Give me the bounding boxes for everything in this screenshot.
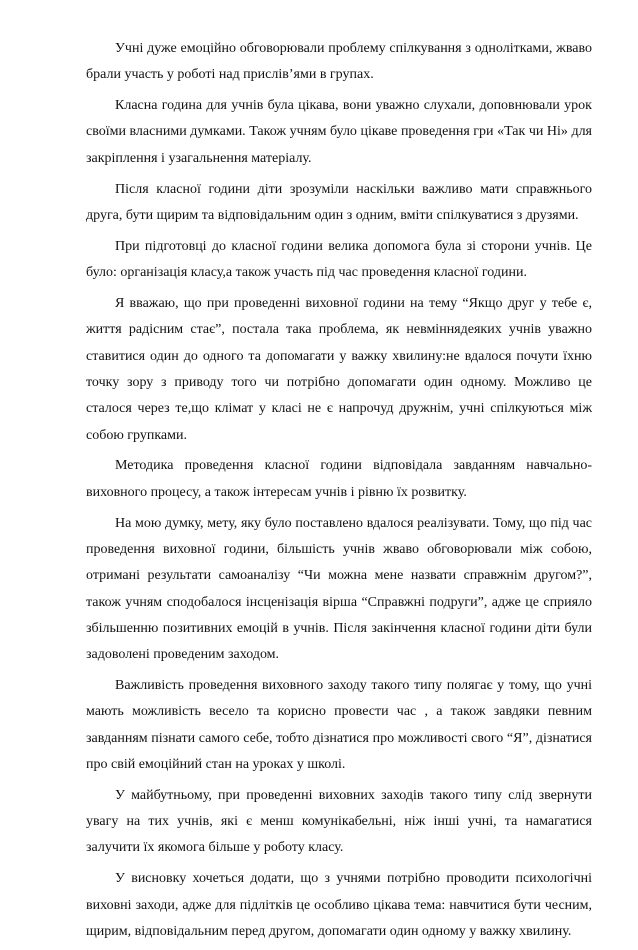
paragraph-10: У висновку хочеться додати, що з учнями потрібно проводити психологічні виховні заходи, адже для підлітків це особливо цікава тема: навчитися бути чесним, щирим, відповідальним перед другом, допомагати один одному у важку хвилину. bbox=[86, 871, 592, 939]
paragraph-3: Після класної години діти зрозуміли наскільки важливо мати справжнього друга, бути щирим та відповідальним один з одним, вміти спілкуватися з друзями. bbox=[86, 181, 592, 223]
paragraph-6: Методика проведення класної години відповідала завданням навчально-виховного процесу, а також інтересам учнів і рівню їх розвитку. bbox=[86, 458, 592, 500]
paragraph-2: Класна година для учнів була цікава, вони уважно слухали, доповнювали урок своїми власними думками. Також учням було цікаве проведення гри «Так чи Ні» для закріплення і узагальнення матеріалу. bbox=[86, 98, 592, 166]
document-page bbox=[86, 36, 592, 950]
paragraph-1: Учні дуже емоційно обговорювали проблему спілкування з однолітками, жваво брали участь у роботі над прислів’ями в групах. bbox=[86, 41, 592, 83]
paragraph-9: У майбутньому, при проведенні виховних заходів такого типу слід звернути увагу на тих учнів, які є менш комунікабельні, ніж інші учні, та намагатися залучити їх якомога більше у роботу класу. bbox=[86, 787, 592, 856]
paragraph-8: Важливість проведення виховного заходу такого типу полягає у тому, що учні мають можливість весело та корисно провести час , а також завдяки певним завданням пізнати самого себе, тобто дізнатися про можливості свого “Я”, дізнатися про свій емоційний стан на уроках у школі. bbox=[86, 677, 592, 772]
paragraph-4: При підготовці до класної години велика допомога була зі сторони учнів. Це було: організація класу,а також участь під час проведення класної години. bbox=[86, 238, 592, 281]
paragraph-5: Я вважаю, що при проведенні виховної години на тему “Якщо друг у тебе є, життя радісним стає”, постала така проблема, як невміннядеяких учнів уважно ставитися один до одного та допомагати у важку хвилину:не вдалося почути їхню точку зору з приводу того чи потрібно допомагати один одному. Можливо це сталося через те,що клімат у класі не є напрочуд дружнім, учні спілкуються між собою групками. bbox=[86, 296, 592, 443]
paragraph-7: На мою думку, мету, яку було поставлено вдалося реалізувати. Тому, що під час проведення виховної години, більшість учнів жваво обговорювали між собою, отримані результати самоаналізу “Чи можна мене назвати справжнім другом?”, також учням сподобалося інсценізація вірша “Справжні подруги”, адже це сприяло збільшенню позитивних емоцій в учнів. Після закінчення класної години діти були задоволені проведеним заходом. bbox=[86, 515, 592, 663]
